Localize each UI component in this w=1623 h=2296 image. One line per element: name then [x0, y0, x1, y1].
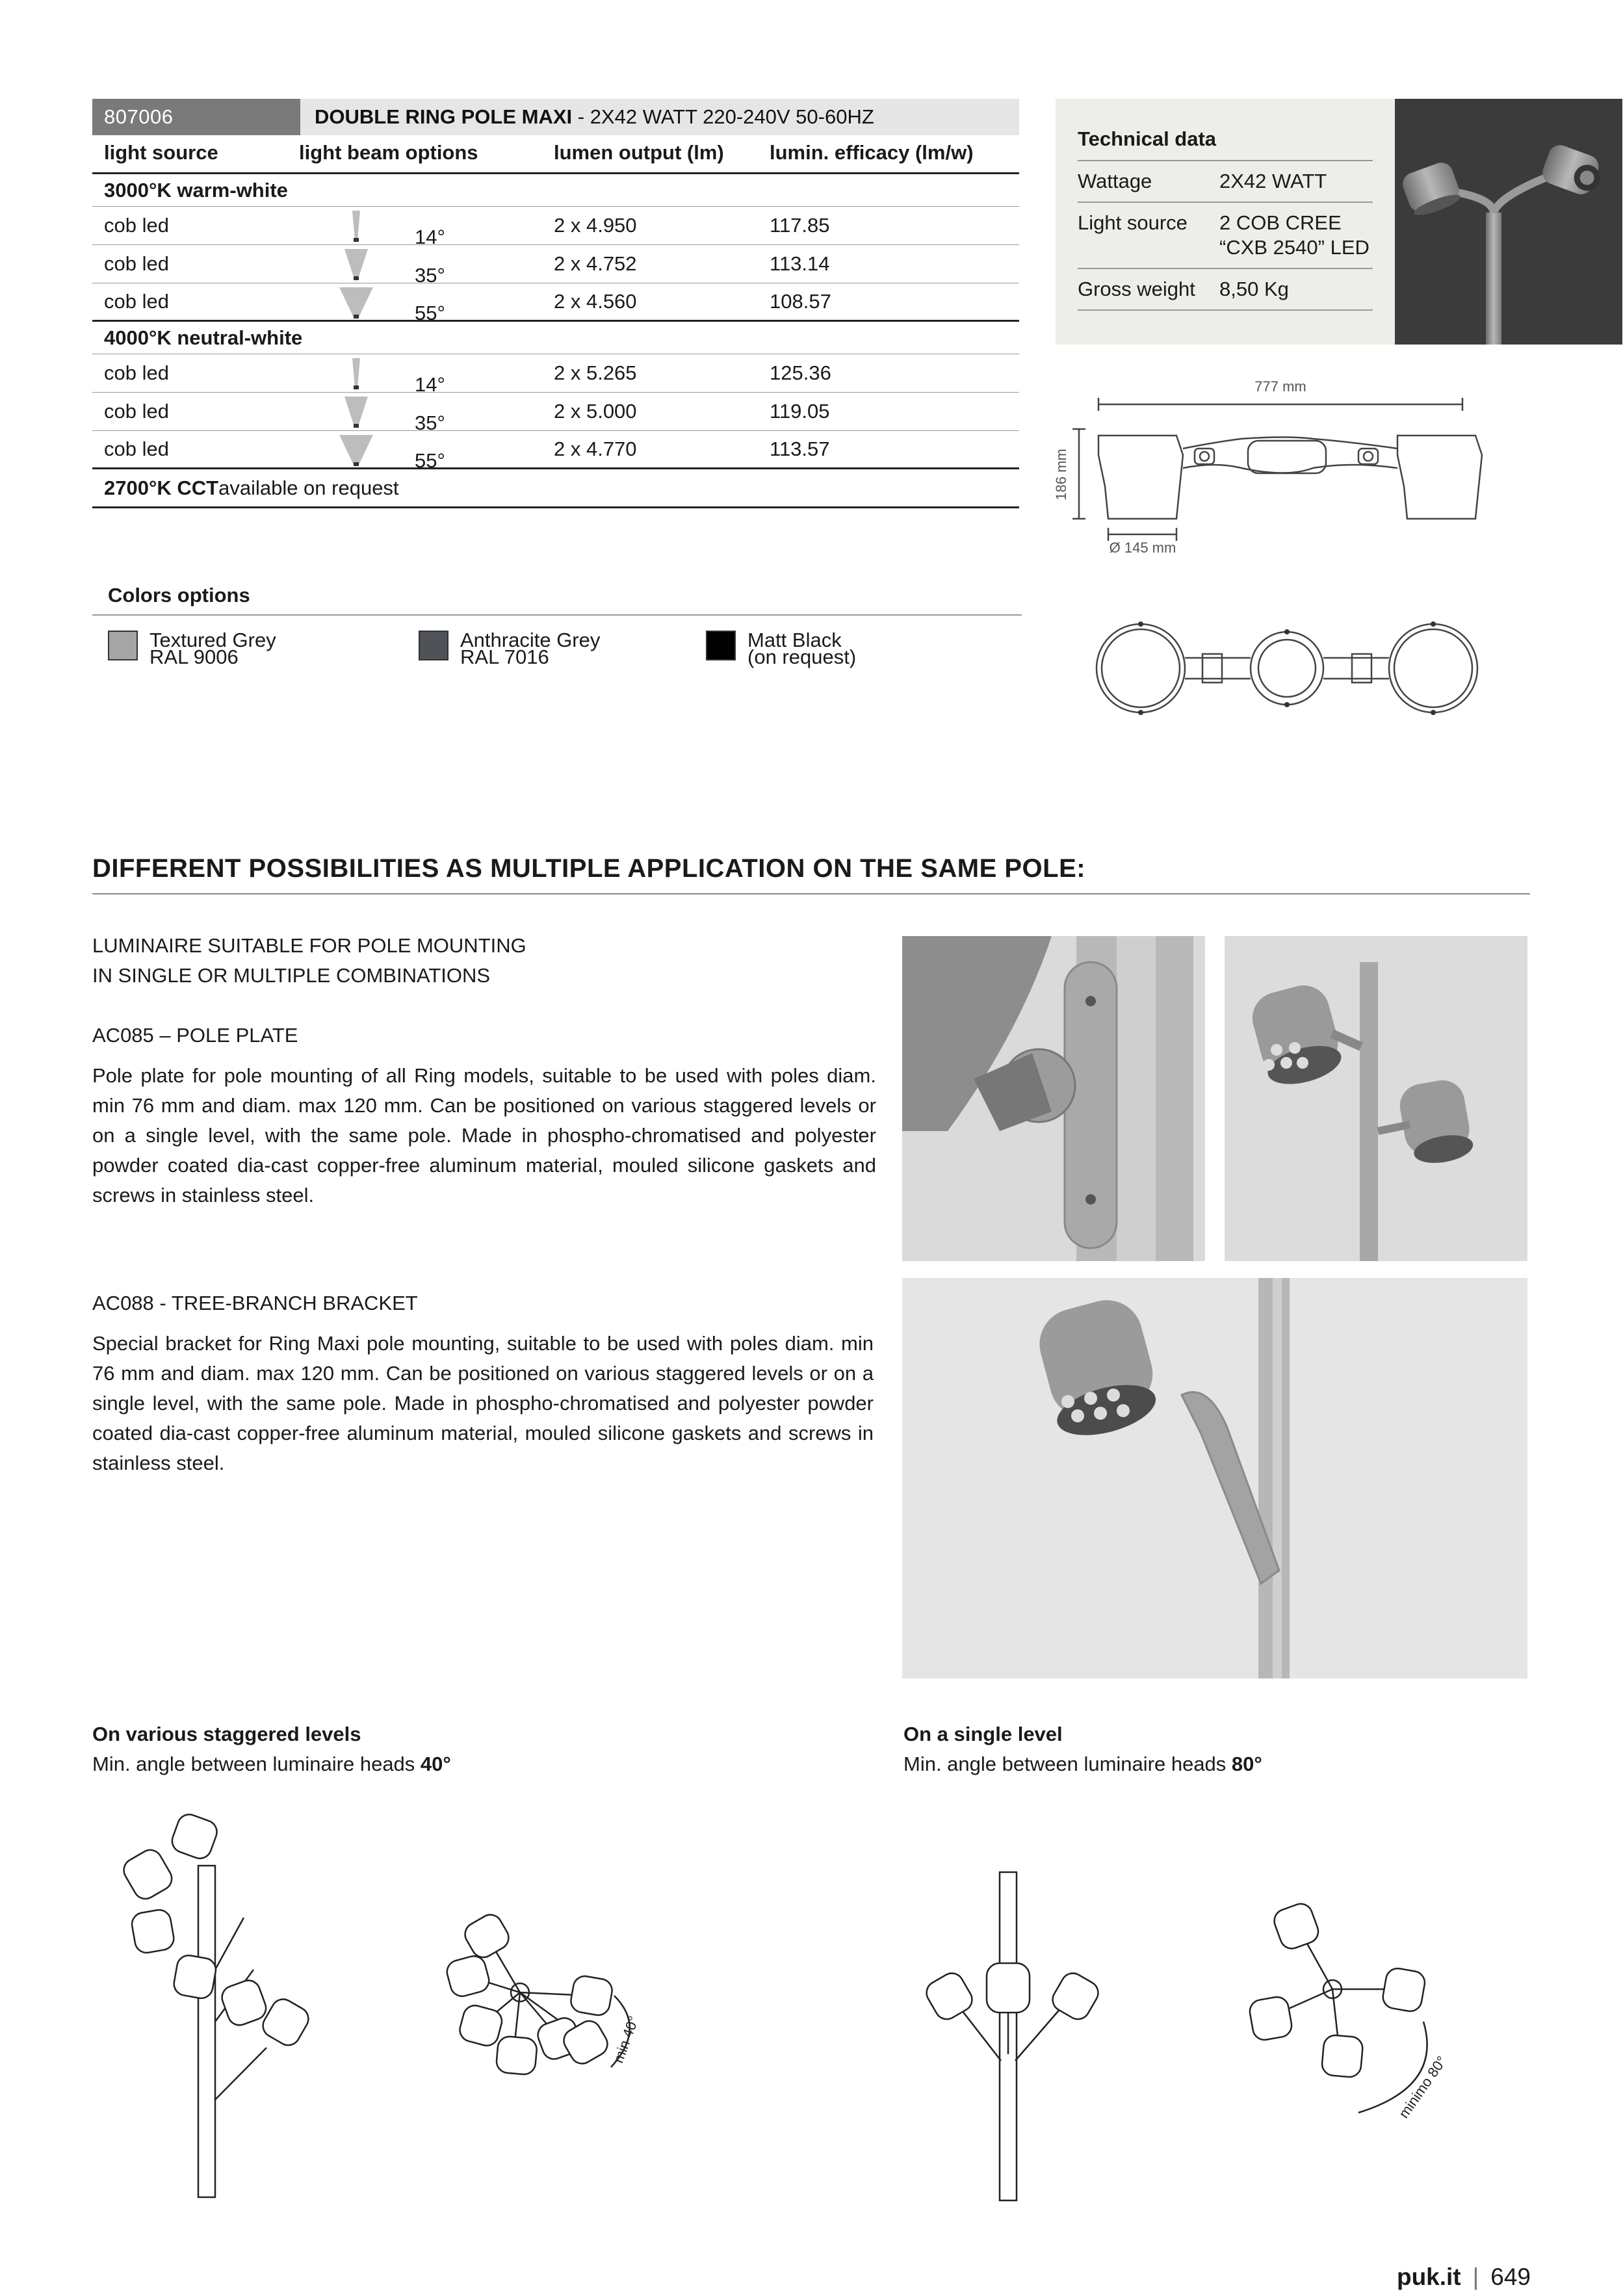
color-code: RAL 7016 — [460, 646, 549, 668]
product-title — [300, 99, 1019, 135]
single-level-caption-text: Min. angle between luminaire heads — [903, 1753, 1232, 1775]
cell-efficacy: 113.14 — [770, 252, 830, 275]
staggered-angle: 40° — [420, 1753, 451, 1775]
color-code: RAL 9006 — [149, 646, 239, 668]
colors-divider — [92, 614, 1022, 616]
ac088-title: AC088 - TREE-BRANCH BRACKET — [92, 1292, 418, 1314]
product-title-rest: - 2X42 WATT 220-240V 50-60HZ — [572, 105, 874, 128]
tech-value — [1219, 211, 1373, 260]
beam-icon — [338, 434, 374, 466]
section-title: DIFFERENT POSSIBILITIES AS MULTIPLE APPLICATION ON THE SAME POLE: — [92, 854, 1086, 883]
staggered-caption-text: Min. angle between luminaire heads — [92, 1753, 421, 1775]
tech-row-light-source — [1078, 203, 1373, 269]
single-level-angle: 80° — [1231, 1753, 1262, 1775]
spec-header — [92, 99, 1019, 135]
color-swatch — [706, 631, 736, 660]
cell-efficacy: 125.36 — [770, 361, 831, 384]
tech-key: Light source — [1078, 211, 1188, 234]
tech-key: Gross weight — [1078, 278, 1195, 300]
beam-angle: 35° — [415, 411, 445, 434]
footer-brand-link[interactable]: puk.it — [1396, 2263, 1461, 2290]
color-name: Matt Black — [747, 629, 842, 651]
table-row — [92, 207, 1019, 248]
cct-note-bold: 2700°K CCT — [104, 476, 219, 499]
color-option-matt-black — [706, 631, 856, 666]
cell-lumen: 2 x 5.265 — [554, 361, 637, 384]
table-row — [92, 245, 1019, 287]
col-light-source: light source — [104, 141, 218, 164]
cell-source: cob led — [104, 400, 169, 423]
color-option-textured-grey — [108, 631, 276, 666]
single-level-top-diagram — [1228, 1892, 1488, 2165]
page-footer — [1397, 2263, 1531, 2291]
cell-source: cob led — [104, 361, 169, 384]
intro-text — [92, 931, 526, 991]
dim-diameter-label: Ø 145 mm — [1109, 540, 1176, 556]
tech-value: 8,50 Kg — [1219, 278, 1289, 300]
beam-icon — [338, 286, 374, 319]
cell-lumen: 2 x 4.560 — [554, 290, 637, 313]
tree-branch-bracket-photo — [902, 1278, 1527, 1678]
tech-row-wattage — [1078, 161, 1373, 203]
staggered-levels-side-diagram — [104, 1814, 318, 2204]
beam-angle: 55° — [415, 302, 445, 324]
staggered-levels-top-diagram — [429, 1898, 663, 2106]
min-40-label: min 40° — [610, 2013, 642, 2065]
technical-data-title: Technical data — [1078, 127, 1373, 161]
color-code: (on request) — [747, 646, 857, 668]
col-light-beam: light beam options — [299, 141, 478, 164]
minimo-80-label: minimo 80° — [1395, 2053, 1450, 2122]
staggered-caption — [92, 1753, 451, 1776]
color-name: Textured Grey — [149, 629, 276, 651]
beam-icon — [338, 209, 374, 242]
page-number: 649 — [1490, 2263, 1531, 2290]
cell-lumen: 2 x 4.770 — [554, 437, 637, 460]
cell-lumen: 2 x 4.752 — [554, 252, 637, 275]
dim-width-label: 777 mm — [1254, 378, 1306, 395]
cell-lumen: 2 x 4.950 — [554, 214, 637, 237]
beam-icon — [338, 357, 374, 389]
product-photo — [1395, 99, 1622, 345]
colors-title: Colors options — [108, 584, 250, 607]
cct-note-rest: available on request — [218, 476, 399, 499]
technical-data-box — [1056, 99, 1395, 345]
table-row — [92, 283, 1019, 322]
cell-source: cob led — [104, 437, 169, 460]
product-code: 807006 — [92, 99, 300, 135]
single-level-title: On a single level — [903, 1723, 1063, 1745]
table-row — [92, 354, 1019, 396]
col-efficacy: lumin. efficacy (lm/w) — [770, 141, 974, 164]
cell-efficacy: 108.57 — [770, 290, 831, 313]
column-headers — [92, 135, 1019, 174]
dim-height-label: 186 mm — [1053, 449, 1069, 501]
color-name: Anthracite Grey — [460, 629, 601, 651]
single-level-caption — [903, 1753, 1262, 1776]
tech-row-weight — [1078, 269, 1373, 311]
tech-value-line1: 2 COB CREE — [1219, 211, 1342, 234]
pole-plate-photo — [902, 936, 1205, 1261]
group-header: 4000°K neutral-white — [92, 322, 1019, 354]
color-option-anthracite-grey — [419, 631, 600, 666]
col-lumen-output: lumen output (lm) — [554, 141, 724, 164]
section-divider — [92, 893, 1530, 894]
ac088-description: Special bracket for Ring Maxi pole mounting, suitable to be used with poles diam. min 76 mm and diam. max 120 mm. Can be positioned on various staggered levels or on a single level, with the same pole. Made in phospho-chromatised and polyester powder coated dia-cast copper-free aluminum material, mouled silicone gaskets and screws in stainless steel. — [92, 1332, 874, 1474]
staggered-title: On various staggered levels — [92, 1723, 361, 1745]
table-row — [92, 431, 1019, 472]
footer-separator: | — [1472, 2263, 1479, 2290]
beam-icon — [338, 395, 374, 428]
pole-mounting-photo — [1225, 936, 1527, 1261]
cct-note — [92, 469, 1019, 508]
tech-key: Wattage — [1078, 170, 1152, 192]
color-swatch — [108, 631, 138, 660]
color-swatch — [419, 631, 448, 660]
beam-angle: 14° — [415, 226, 445, 248]
beam-icon — [338, 248, 374, 280]
ac085-description: Pole plate for pole mounting of all Ring models, suitable to be used with poles diam. min 76 mm and diam. max 120 mm. Can be positioned on various staggered levels or on a single level, with the same pole. Made in phospho-chromatised and polyester powder coated dia-cast copper-free aluminum material, mouled silicone gaskets and screws in stainless steel. — [92, 1064, 876, 1207]
cell-efficacy: 119.05 — [770, 400, 830, 423]
spec-table — [92, 99, 1019, 508]
cell-source: cob led — [104, 214, 169, 237]
single-level-side-diagram — [903, 1866, 1124, 2204]
beam-angle: 14° — [415, 373, 445, 396]
cell-source: cob led — [104, 290, 169, 313]
beam-angle: 55° — [415, 449, 445, 472]
intro-line: IN SINGLE OR MULTIPLE COMBINATIONS — [92, 964, 491, 987]
cell-efficacy: 117.85 — [770, 214, 830, 237]
group-header: 3000°K warm-white — [92, 174, 1019, 207]
tech-value-line2: “CXB 2540” LED — [1219, 236, 1370, 259]
ac085-title: AC085 – POLE PLATE — [92, 1024, 298, 1047]
dimension-drawings — [1046, 364, 1540, 728]
cell-lumen: 2 x 5.000 — [554, 400, 637, 423]
product-title-bold: DOUBLE RING POLE MAXI — [315, 105, 573, 128]
cell-efficacy: 113.57 — [770, 437, 830, 460]
cell-source: cob led — [104, 252, 169, 275]
spec-body — [92, 174, 1019, 472]
tech-value: 2X42 WATT — [1219, 170, 1327, 192]
intro-line: LUMINAIRE SUITABLE FOR POLE MOUNTING — [92, 934, 526, 957]
table-row — [92, 393, 1019, 434]
double-ring-luminaire-image — [1395, 99, 1622, 345]
beam-angle: 35° — [415, 264, 445, 287]
